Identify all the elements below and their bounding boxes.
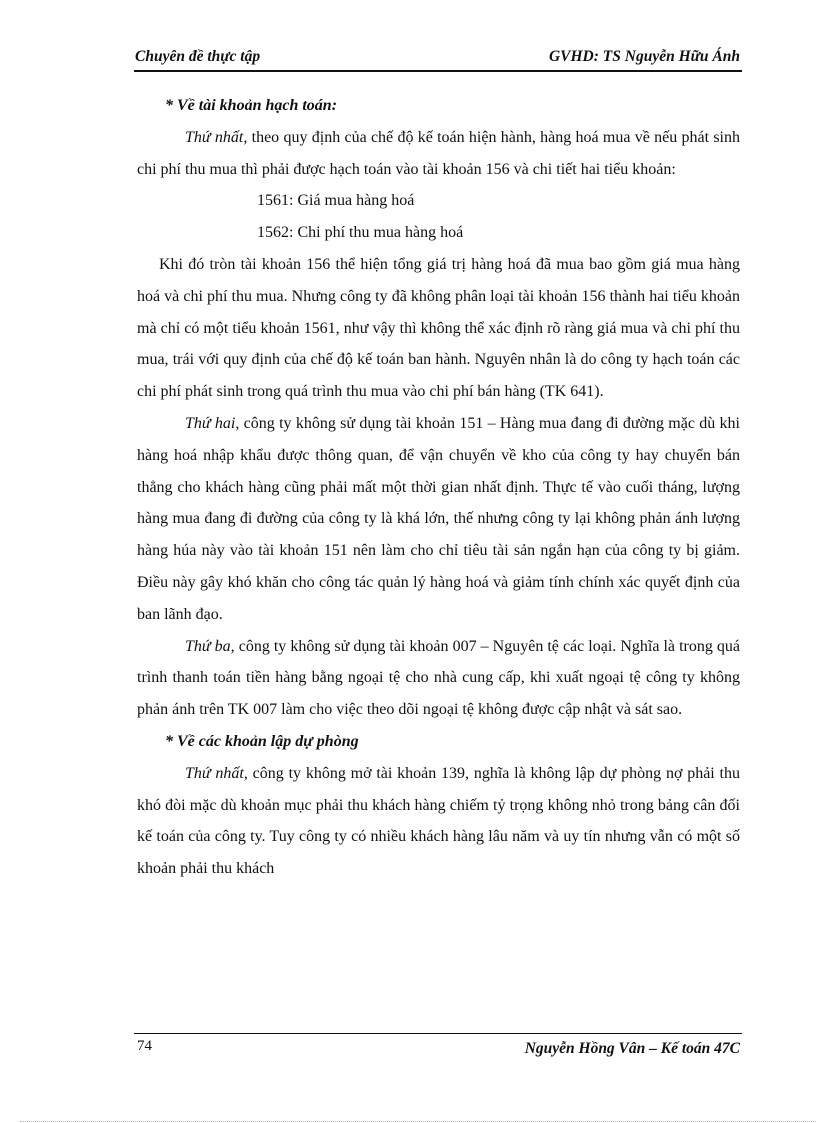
header-supervisor: GVHD: TS Nguyễn Hữu Ánh (548, 48, 740, 65)
paragraph-text: , theo quy định của chế độ kế toán hiện hành, hàng hoá mua về nếu phát sinh chi phí thu mua thì phải được hạch toán vào tài khoản 156 và chi tiết hai tiểu khoản: (137, 128, 740, 178)
footer-divider (134, 1033, 742, 1034)
paragraph-text: công ty không sử dụng tài khoản 007 – Nguyên tệ các loại. Nghĩa là trong quá trình thanh toán tiền hàng bằng ngoại tệ cho nhà cung cấp, khi xuất ngoại tệ công ty không phản ánh trên TK 007 làm cho việc theo dõi ngoại tệ không được cập nhật và sát sao. (137, 637, 741, 719)
paragraph-lead: Thứ nhất, (185, 764, 248, 782)
paragraph-text: công ty không mở tài khoản 139, nghĩa là không lập dự phòng nợ phải thu khó đòi mặc dù khoản mục phải thu khách hàng chiếm tỷ trọng không nhỏ trong bảng cân đối kế toán của công ty. Tuy công ty có nhiều khách hàng lâu năm và uy tín nhưng vẫn có một số khoản phải thu khách (137, 764, 740, 878)
document-body (137, 90, 740, 885)
sub-account-1562: 1562: Chi phí thu mua hàng hoá (257, 224, 464, 242)
sub-account-1561: 1561: Giá mua hàng hoá (257, 192, 415, 210)
page-number: 74 (137, 1038, 152, 1054)
section-heading-accounts: * Về tài khoản hạch toán: (165, 97, 338, 114)
paragraph-explanation: Khi đó tròn tài khoản 156 thể hiện tổng giá trị hàng hoá đã mua bao gồm giá mua hàng hoá và chi phí thu mua. Nhưng công ty đã không phân loại tài khoản 156 thành hai tiểu khoản mà chỉ có một tiểu khoản 1561, như vậy thì không thể xác định rõ ràng giá mua và chi phí thu mua, trái với quy định của chế độ kế toán ban hành. Nguyên nhân là do công ty hạch toán các chi phí phát sinh trong quá trình thu mua vào chi phí bán hàng (TK 641). (137, 255, 740, 401)
section-heading-provisions: * Về các khoản lập dự phòng (165, 732, 359, 750)
paragraph-lead: Thứ nhất (185, 128, 244, 146)
header-report-title: Chuyên đề thực tập (135, 48, 261, 65)
paragraph-lead: Thứ hai, (185, 414, 240, 432)
footer-author: Nguyễn Hồng Vân – Kế toán 47C (524, 1040, 740, 1057)
paragraph-lead: Thứ ba, (185, 637, 235, 655)
paragraph-third-point (137, 631, 740, 726)
paragraph-provision-first-point (137, 758, 740, 885)
page-bottom-edge (20, 1121, 816, 1122)
paragraph-second-point (137, 408, 740, 631)
paragraph-first-point (137, 122, 740, 186)
paragraph-text: công ty không sử dụng tài khoản 151 – Hàng mua đang đi đường mặc dù khi hàng hoá nhập khẩu được thông quan, để vận chuyển về kho của công ty hay chuyển bán thẳng cho khách hàng cũng phải mất một thời gian nhất định. Thực tế vào cuối tháng, lượng hàng mua đang đi đường của công ty là khá lớn, thế nhưng công ty lại không phản ánh lượng hàng húa này vào tài khoản 151 nên làm cho chỉ tiêu tài sản ngắn hạn của công ty bị giảm. Điều này gây khó khăn cho công tác quản lý hàng hoá và giảm tính chính xác quyết định của ban lãnh đạo. (137, 414, 740, 623)
page-header (134, 46, 742, 72)
